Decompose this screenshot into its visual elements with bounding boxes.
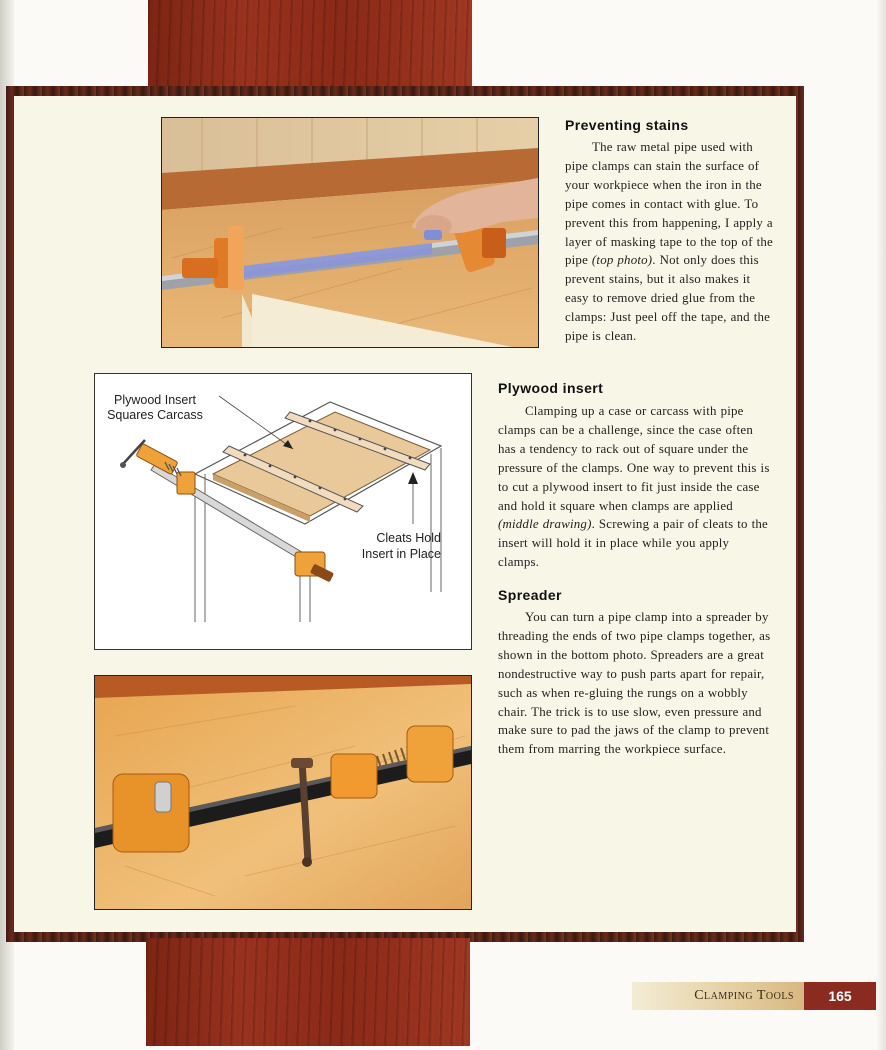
callout-plywood-insert-line-1: Plywood Insert [114,393,196,407]
footer-section-title: Clamping Tools [632,982,804,1010]
wood-strip-top [148,0,472,96]
paragraph-preventing-stains: The raw metal pipe used with pipe clamps can stain the surface of your workpiece when the iron in the pipe comes in contact with glue. To prevent this from happening, I apply a layer of masking tape to the top of the pipe (top photo). Not only does this prevent stains, but it also makes it easy to remove dried glue from the clamps: Just peel off the tape, and the pipe is clean. [565,140,773,344]
callout-cleats-line-2: Insert in Place [361,547,441,561]
top-photo-masking-tape [161,117,539,348]
paragraph-spreader: You can turn a pipe clamp into a spreader by threading the ends of two pipe clamps together, as shown in the bottom photo. Spreaders are a great nondestructive way to push parts apart for repair, such as when re-gluing the rungs on a wobbly chair. The trick is to use slow, even pressure and make sure to pad the jaws of the clamp to prevent them from marring the workpiece surface. [498,610,771,757]
heading-spreader: Spreader [498,587,562,603]
page-edge [876,0,886,1050]
callout-plywood-insert-line-2: Squares Carcass [107,408,203,422]
footer-tab [632,982,876,1010]
paragraph-plywood-insert: Clamping up a case or carcass with pipe clamps can be a challenge, since the case often has a tendency to rack out of square under the pressure of the clamps. One way to prevent this is to cut a plywood insert to fit just inside the case and hold it square when clamps are applied (middle drawing). Screwing a pair of cleats to the insert will hold it in place while you apply clamps. [498,404,770,570]
middle-drawing-plywood-insert [94,373,472,650]
heading-plywood-insert: Plywood insert [498,380,604,396]
page-number: 165 [804,982,876,1010]
bottom-photo-spreader [94,675,472,910]
callout-cleats-line-1: Cleats Hold [376,531,441,545]
wood-strip-bottom [146,938,470,1046]
heading-preventing-stains: Preventing stains [565,117,689,133]
